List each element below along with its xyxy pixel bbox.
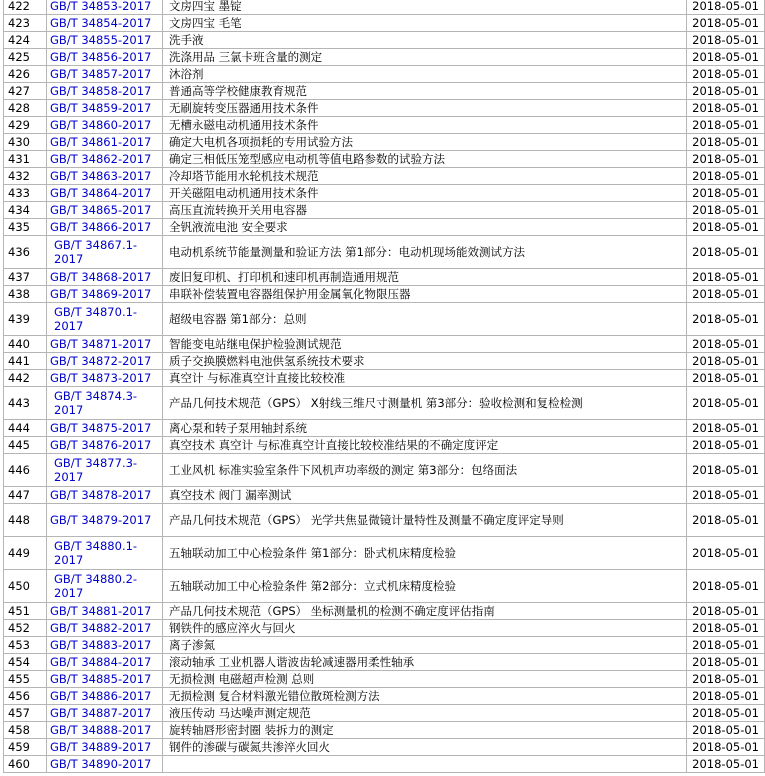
standard-code-cell xyxy=(47,756,163,773)
standard-code-cell xyxy=(47,487,163,504)
standard-title: 旋转轴唇形密封圈 装拆力的测定 xyxy=(163,722,687,739)
standard-title: 智能变电站继电保护检验测试规范 xyxy=(163,336,687,353)
row-number: 429 xyxy=(4,117,47,134)
standard-code-link[interactable]: GB/T 34857-2017 xyxy=(50,67,152,81)
effective-date: 2018-05-01 xyxy=(687,353,765,370)
standard-code-link[interactable]: GB/T 34883-2017 xyxy=(50,638,152,652)
row-number: 422 xyxy=(4,0,47,15)
effective-date: 2018-05-01 xyxy=(687,32,765,49)
table-row xyxy=(4,504,765,537)
standard-code-link[interactable]: GB/T 34862-2017 xyxy=(50,152,152,166)
standard-code-cell xyxy=(47,637,163,654)
standard-code-link[interactable]: GB/T 34867.1-2017 xyxy=(54,238,138,266)
standard-title: 超级电容器 第1部分：总则 xyxy=(163,303,687,336)
effective-date: 2018-05-01 xyxy=(687,236,765,269)
table-row xyxy=(4,151,765,168)
row-number: 433 xyxy=(4,185,47,202)
table-row xyxy=(4,620,765,637)
effective-date: 2018-05-01 xyxy=(687,83,765,100)
effective-date: 2018-05-01 xyxy=(687,420,765,437)
standard-code-cell xyxy=(47,454,163,487)
standard-code-link[interactable]: GB/T 34884-2017 xyxy=(50,655,152,669)
standard-code-cell xyxy=(47,32,163,49)
row-number: 453 xyxy=(4,637,47,654)
standard-code-cell xyxy=(47,739,163,756)
standard-code-cell xyxy=(47,168,163,185)
standard-code-link[interactable]: GB/T 34869-2017 xyxy=(50,287,152,301)
effective-date: 2018-05-01 xyxy=(687,202,765,219)
table-row xyxy=(4,269,765,286)
effective-date: 2018-05-01 xyxy=(687,117,765,134)
effective-date: 2018-05-01 xyxy=(687,49,765,66)
standard-code-link[interactable]: GB/T 34853-2017 xyxy=(50,0,152,13)
standard-code-link[interactable]: GB/T 34859-2017 xyxy=(50,101,152,115)
effective-date: 2018-05-01 xyxy=(687,688,765,705)
row-number: 455 xyxy=(4,671,47,688)
table-row xyxy=(4,387,765,420)
row-number: 423 xyxy=(4,15,47,32)
standard-code-link[interactable]: GB/T 34875-2017 xyxy=(50,421,152,435)
table-row xyxy=(4,420,765,437)
standard-title: 电动机系统节能量测量和验证方法 第1部分：电动机现场能效测试方法 xyxy=(163,236,687,269)
row-number: 448 xyxy=(4,504,47,537)
effective-date: 2018-05-01 xyxy=(687,219,765,236)
row-number: 424 xyxy=(4,32,47,49)
standard-code-cell xyxy=(47,387,163,420)
standard-code-link[interactable]: GB/T 34863-2017 xyxy=(50,169,152,183)
standard-code-link[interactable]: GB/T 34878-2017 xyxy=(50,488,152,502)
standard-code-link[interactable]: GB/T 34874.3-2017 xyxy=(54,389,138,417)
table-row xyxy=(4,32,765,49)
standard-code-link[interactable]: GB/T 34856-2017 xyxy=(50,50,152,64)
standard-title: 离子渗氮 xyxy=(163,637,687,654)
effective-date: 2018-05-01 xyxy=(687,100,765,117)
effective-date: 2018-05-01 xyxy=(687,0,765,15)
table-row xyxy=(4,134,765,151)
standard-title: 串联补偿装置电容器组保护用金属氧化物限压器 xyxy=(163,286,687,303)
effective-date: 2018-05-01 xyxy=(687,336,765,353)
standard-code-link[interactable]: GB/T 34870.1-2017 xyxy=(54,305,138,333)
table-row xyxy=(4,487,765,504)
row-number: 437 xyxy=(4,269,47,286)
standard-title: 无刷旋转变压器通用技术条件 xyxy=(163,100,687,117)
standard-code-cell xyxy=(47,83,163,100)
standard-code-link[interactable]: GB/T 34890-2017 xyxy=(50,757,152,771)
table-row xyxy=(4,117,765,134)
table-row xyxy=(4,185,765,202)
row-number: 456 xyxy=(4,688,47,705)
standard-code-cell xyxy=(47,537,163,570)
standard-code-cell xyxy=(47,722,163,739)
standard-title: 工业风机 标准实验室条件下风机声功率级的测定 第3部分：包络面法 xyxy=(163,454,687,487)
row-number: 428 xyxy=(4,100,47,117)
row-number: 432 xyxy=(4,168,47,185)
standard-code-cell xyxy=(47,185,163,202)
effective-date: 2018-05-01 xyxy=(687,570,765,603)
standard-code-link[interactable]: GB/T 34880.2-2017 xyxy=(54,572,138,600)
table-row xyxy=(4,236,765,269)
table-row xyxy=(4,0,765,15)
effective-date: 2018-05-01 xyxy=(687,603,765,620)
standard-code-link[interactable]: GB/T 34872-2017 xyxy=(50,354,152,368)
standard-title: 文房四宝 毛笔 xyxy=(163,15,687,32)
effective-date: 2018-05-01 xyxy=(687,722,765,739)
standard-code-link[interactable]: GB/T 34888-2017 xyxy=(50,723,152,737)
effective-date: 2018-05-01 xyxy=(687,756,765,773)
row-number: 439 xyxy=(4,303,47,336)
table-row xyxy=(4,336,765,353)
row-number: 447 xyxy=(4,487,47,504)
standard-code-cell xyxy=(47,49,163,66)
standard-code-link[interactable]: GB/T 34880.1-2017 xyxy=(54,539,138,567)
table-row xyxy=(4,570,765,603)
table-row xyxy=(4,603,765,620)
effective-date: 2018-05-01 xyxy=(687,286,765,303)
table-row xyxy=(4,688,765,705)
standard-code-cell xyxy=(47,603,163,620)
effective-date: 2018-05-01 xyxy=(687,454,765,487)
standard-title: 五轴联动加工中心检验条件 第2部分：立式机床精度检验 xyxy=(163,570,687,603)
standard-code-link[interactable]: GB/T 34885-2017 xyxy=(50,672,152,686)
row-number: 426 xyxy=(4,66,47,83)
effective-date: 2018-05-01 xyxy=(687,269,765,286)
standard-code-link[interactable]: GB/T 34860-2017 xyxy=(50,118,152,132)
standard-code-cell xyxy=(47,202,163,219)
row-number: 435 xyxy=(4,219,47,236)
row-number: 450 xyxy=(4,570,47,603)
standard-code-link[interactable]: GB/T 34877.3-2017 xyxy=(54,456,138,484)
table-row xyxy=(4,219,765,236)
standard-code-cell xyxy=(47,134,163,151)
standard-title: 无槽永磁电动机通用技术条件 xyxy=(163,117,687,134)
table-row xyxy=(4,654,765,671)
table-row xyxy=(4,671,765,688)
standard-code-link[interactable]: GB/T 34864-2017 xyxy=(50,186,152,200)
row-number: 427 xyxy=(4,83,47,100)
row-number: 430 xyxy=(4,134,47,151)
standard-title: 真空技术 真空计 与标准真空计直接比较校准结果的不确定度评定 xyxy=(163,437,687,454)
table-row xyxy=(4,739,765,756)
table-row xyxy=(4,537,765,570)
standard-code-cell xyxy=(47,437,163,454)
table-row xyxy=(4,303,765,336)
standard-title: 高压直流转换开关用电容器 xyxy=(163,202,687,219)
standard-title: 真空技术 阀门 漏率测试 xyxy=(163,487,687,504)
effective-date: 2018-05-01 xyxy=(687,671,765,688)
table-row xyxy=(4,705,765,722)
table-row xyxy=(4,286,765,303)
standard-code-cell xyxy=(47,705,163,722)
row-number: 442 xyxy=(4,370,47,387)
table-row xyxy=(4,454,765,487)
effective-date: 2018-05-01 xyxy=(687,739,765,756)
standard-code-cell xyxy=(47,269,163,286)
standard-title: 滚动轴承 工业机器人谐波齿轮减速器用柔性轴承 xyxy=(163,654,687,671)
table-row xyxy=(4,66,765,83)
standard-title: 文房四宝 墨锭 xyxy=(163,0,687,15)
row-number: 425 xyxy=(4,49,47,66)
standard-title: 洗涤用品 三氯卡班含量的测定 xyxy=(163,49,687,66)
table-row xyxy=(4,437,765,454)
standard-code-link[interactable]: GB/T 34861-2017 xyxy=(50,135,152,149)
standard-code-cell xyxy=(47,100,163,117)
effective-date: 2018-05-01 xyxy=(687,504,765,537)
standard-code-cell xyxy=(47,671,163,688)
standard-code-link[interactable]: GB/T 34881-2017 xyxy=(50,604,152,618)
standard-title: 开关磁阻电动机通用技术条件 xyxy=(163,185,687,202)
effective-date: 2018-05-01 xyxy=(687,168,765,185)
effective-date: 2018-05-01 xyxy=(687,15,765,32)
row-number: 445 xyxy=(4,437,47,454)
row-number: 458 xyxy=(4,722,47,739)
table-row xyxy=(4,353,765,370)
row-number: 452 xyxy=(4,620,47,637)
standard-title: 洗手液 xyxy=(163,32,687,49)
standard-code-link[interactable]: GB/T 34876-2017 xyxy=(50,438,152,452)
table-row xyxy=(4,202,765,219)
row-number: 440 xyxy=(4,336,47,353)
standard-code-cell xyxy=(47,353,163,370)
row-number: 441 xyxy=(4,353,47,370)
effective-date: 2018-05-01 xyxy=(687,637,765,654)
effective-date: 2018-05-01 xyxy=(687,387,765,420)
row-number: 443 xyxy=(4,387,47,420)
standard-code-cell xyxy=(47,0,163,15)
standard-title: 确定三相低压笼型感应电动机等值电路参数的试验方法 xyxy=(163,151,687,168)
effective-date: 2018-05-01 xyxy=(687,303,765,336)
row-number: 459 xyxy=(4,739,47,756)
standard-title: 产品几何技术规范（GPS） X射线三维尺寸测量机 第3部分：验收检测和复检检测 xyxy=(163,387,687,420)
standard-code-cell xyxy=(47,236,163,269)
standard-code-link[interactable]: GB/T 34889-2017 xyxy=(50,740,152,754)
row-number: 457 xyxy=(4,705,47,722)
table-row xyxy=(4,15,765,32)
standard-title: 废旧复印机、打印机和速印机再制造通用规范 xyxy=(163,269,687,286)
row-number: 454 xyxy=(4,654,47,671)
standard-title: 普通高等学校健康教育规范 xyxy=(163,83,687,100)
standard-code-cell xyxy=(47,336,163,353)
standard-title: 质子交换膜燃料电池供氢系统技术要求 xyxy=(163,353,687,370)
standard-code-cell xyxy=(47,370,163,387)
table-row xyxy=(4,637,765,654)
standard-code-cell xyxy=(47,504,163,537)
standard-code-cell xyxy=(47,620,163,637)
standard-code-cell xyxy=(47,420,163,437)
standard-title: 离心泵和转子泵用轴封系统 xyxy=(163,420,687,437)
standard-title: 全钒液流电池 安全要求 xyxy=(163,219,687,236)
standard-code-cell xyxy=(47,219,163,236)
standard-code-link[interactable]: GB/T 34873-2017 xyxy=(50,371,152,385)
standard-code-cell xyxy=(47,286,163,303)
standard-code-link[interactable]: GB/T 34879-2017 xyxy=(50,513,152,527)
standard-title: 产品几何技术规范（GPS） 坐标测量机的检测不确定度评估指南 xyxy=(163,603,687,620)
row-number: 444 xyxy=(4,420,47,437)
row-number: 460 xyxy=(4,756,47,773)
standard-title xyxy=(163,756,687,773)
table-row xyxy=(4,370,765,387)
row-number: 431 xyxy=(4,151,47,168)
standard-code-link[interactable]: GB/T 34887-2017 xyxy=(50,706,152,720)
standard-code-link[interactable]: GB/T 34858-2017 xyxy=(50,84,152,98)
standards-table xyxy=(3,0,765,773)
effective-date: 2018-05-01 xyxy=(687,537,765,570)
standard-title: 钢件的渗碳与碳氮共渗淬火回火 xyxy=(163,739,687,756)
table-row xyxy=(4,83,765,100)
standard-title: 五轴联动加工中心检验条件 第1部分：卧式机床精度检验 xyxy=(163,537,687,570)
effective-date: 2018-05-01 xyxy=(687,151,765,168)
standard-code-cell xyxy=(47,303,163,336)
effective-date: 2018-05-01 xyxy=(687,370,765,387)
effective-date: 2018-05-01 xyxy=(687,620,765,637)
standard-code-cell xyxy=(47,570,163,603)
effective-date: 2018-05-01 xyxy=(687,705,765,722)
row-number: 434 xyxy=(4,202,47,219)
table-row xyxy=(4,722,765,739)
standard-title: 真空计 与标准真空计直接比较校准 xyxy=(163,370,687,387)
standard-code-cell xyxy=(47,688,163,705)
table-row xyxy=(4,100,765,117)
row-number: 436 xyxy=(4,236,47,269)
row-number: 438 xyxy=(4,286,47,303)
effective-date: 2018-05-01 xyxy=(687,654,765,671)
standard-code-cell xyxy=(47,654,163,671)
standard-code-link[interactable]: GB/T 34871-2017 xyxy=(50,337,152,351)
row-number: 446 xyxy=(4,454,47,487)
standard-title: 液压传动 马达噪声测定规范 xyxy=(163,705,687,722)
effective-date: 2018-05-01 xyxy=(687,134,765,151)
standard-title: 冷却塔节能用水轮机技术规范 xyxy=(163,168,687,185)
standard-title: 产品几何技术规范（GPS） 光学共焦显微镜计量特性及测量不确定度评定导则 xyxy=(163,504,687,537)
standard-code-link[interactable]: GB/T 34854-2017 xyxy=(50,16,152,30)
standards-table-body xyxy=(4,0,765,773)
standard-code-link[interactable]: GB/T 34865-2017 xyxy=(50,203,152,217)
standard-code-cell xyxy=(47,66,163,83)
row-number: 449 xyxy=(4,537,47,570)
standard-code-cell xyxy=(47,15,163,32)
standard-title: 钢铁件的感应淬火与回火 xyxy=(163,620,687,637)
standard-title: 无损检测 复合材料激光错位散斑检测方法 xyxy=(163,688,687,705)
standard-title: 确定大电机各项损耗的专用试验方法 xyxy=(163,134,687,151)
table-row xyxy=(4,49,765,66)
standard-code-link[interactable]: GB/T 34886-2017 xyxy=(50,689,152,703)
standard-title: 沐浴剂 xyxy=(163,66,687,83)
standard-code-cell xyxy=(47,151,163,168)
table-row xyxy=(4,168,765,185)
standard-title: 无损检测 电磁超声检测 总则 xyxy=(163,671,687,688)
effective-date: 2018-05-01 xyxy=(687,487,765,504)
standard-code-link[interactable]: GB/T 34868-2017 xyxy=(50,270,152,284)
effective-date: 2018-05-01 xyxy=(687,437,765,454)
table-row xyxy=(4,756,765,773)
row-number: 451 xyxy=(4,603,47,620)
standard-code-link[interactable]: GB/T 34855-2017 xyxy=(50,33,152,47)
standard-code-link[interactable]: GB/T 34882-2017 xyxy=(50,621,152,635)
effective-date: 2018-05-01 xyxy=(687,66,765,83)
standard-code-cell xyxy=(47,117,163,134)
standard-code-link[interactable]: GB/T 34866-2017 xyxy=(50,220,152,234)
effective-date: 2018-05-01 xyxy=(687,185,765,202)
